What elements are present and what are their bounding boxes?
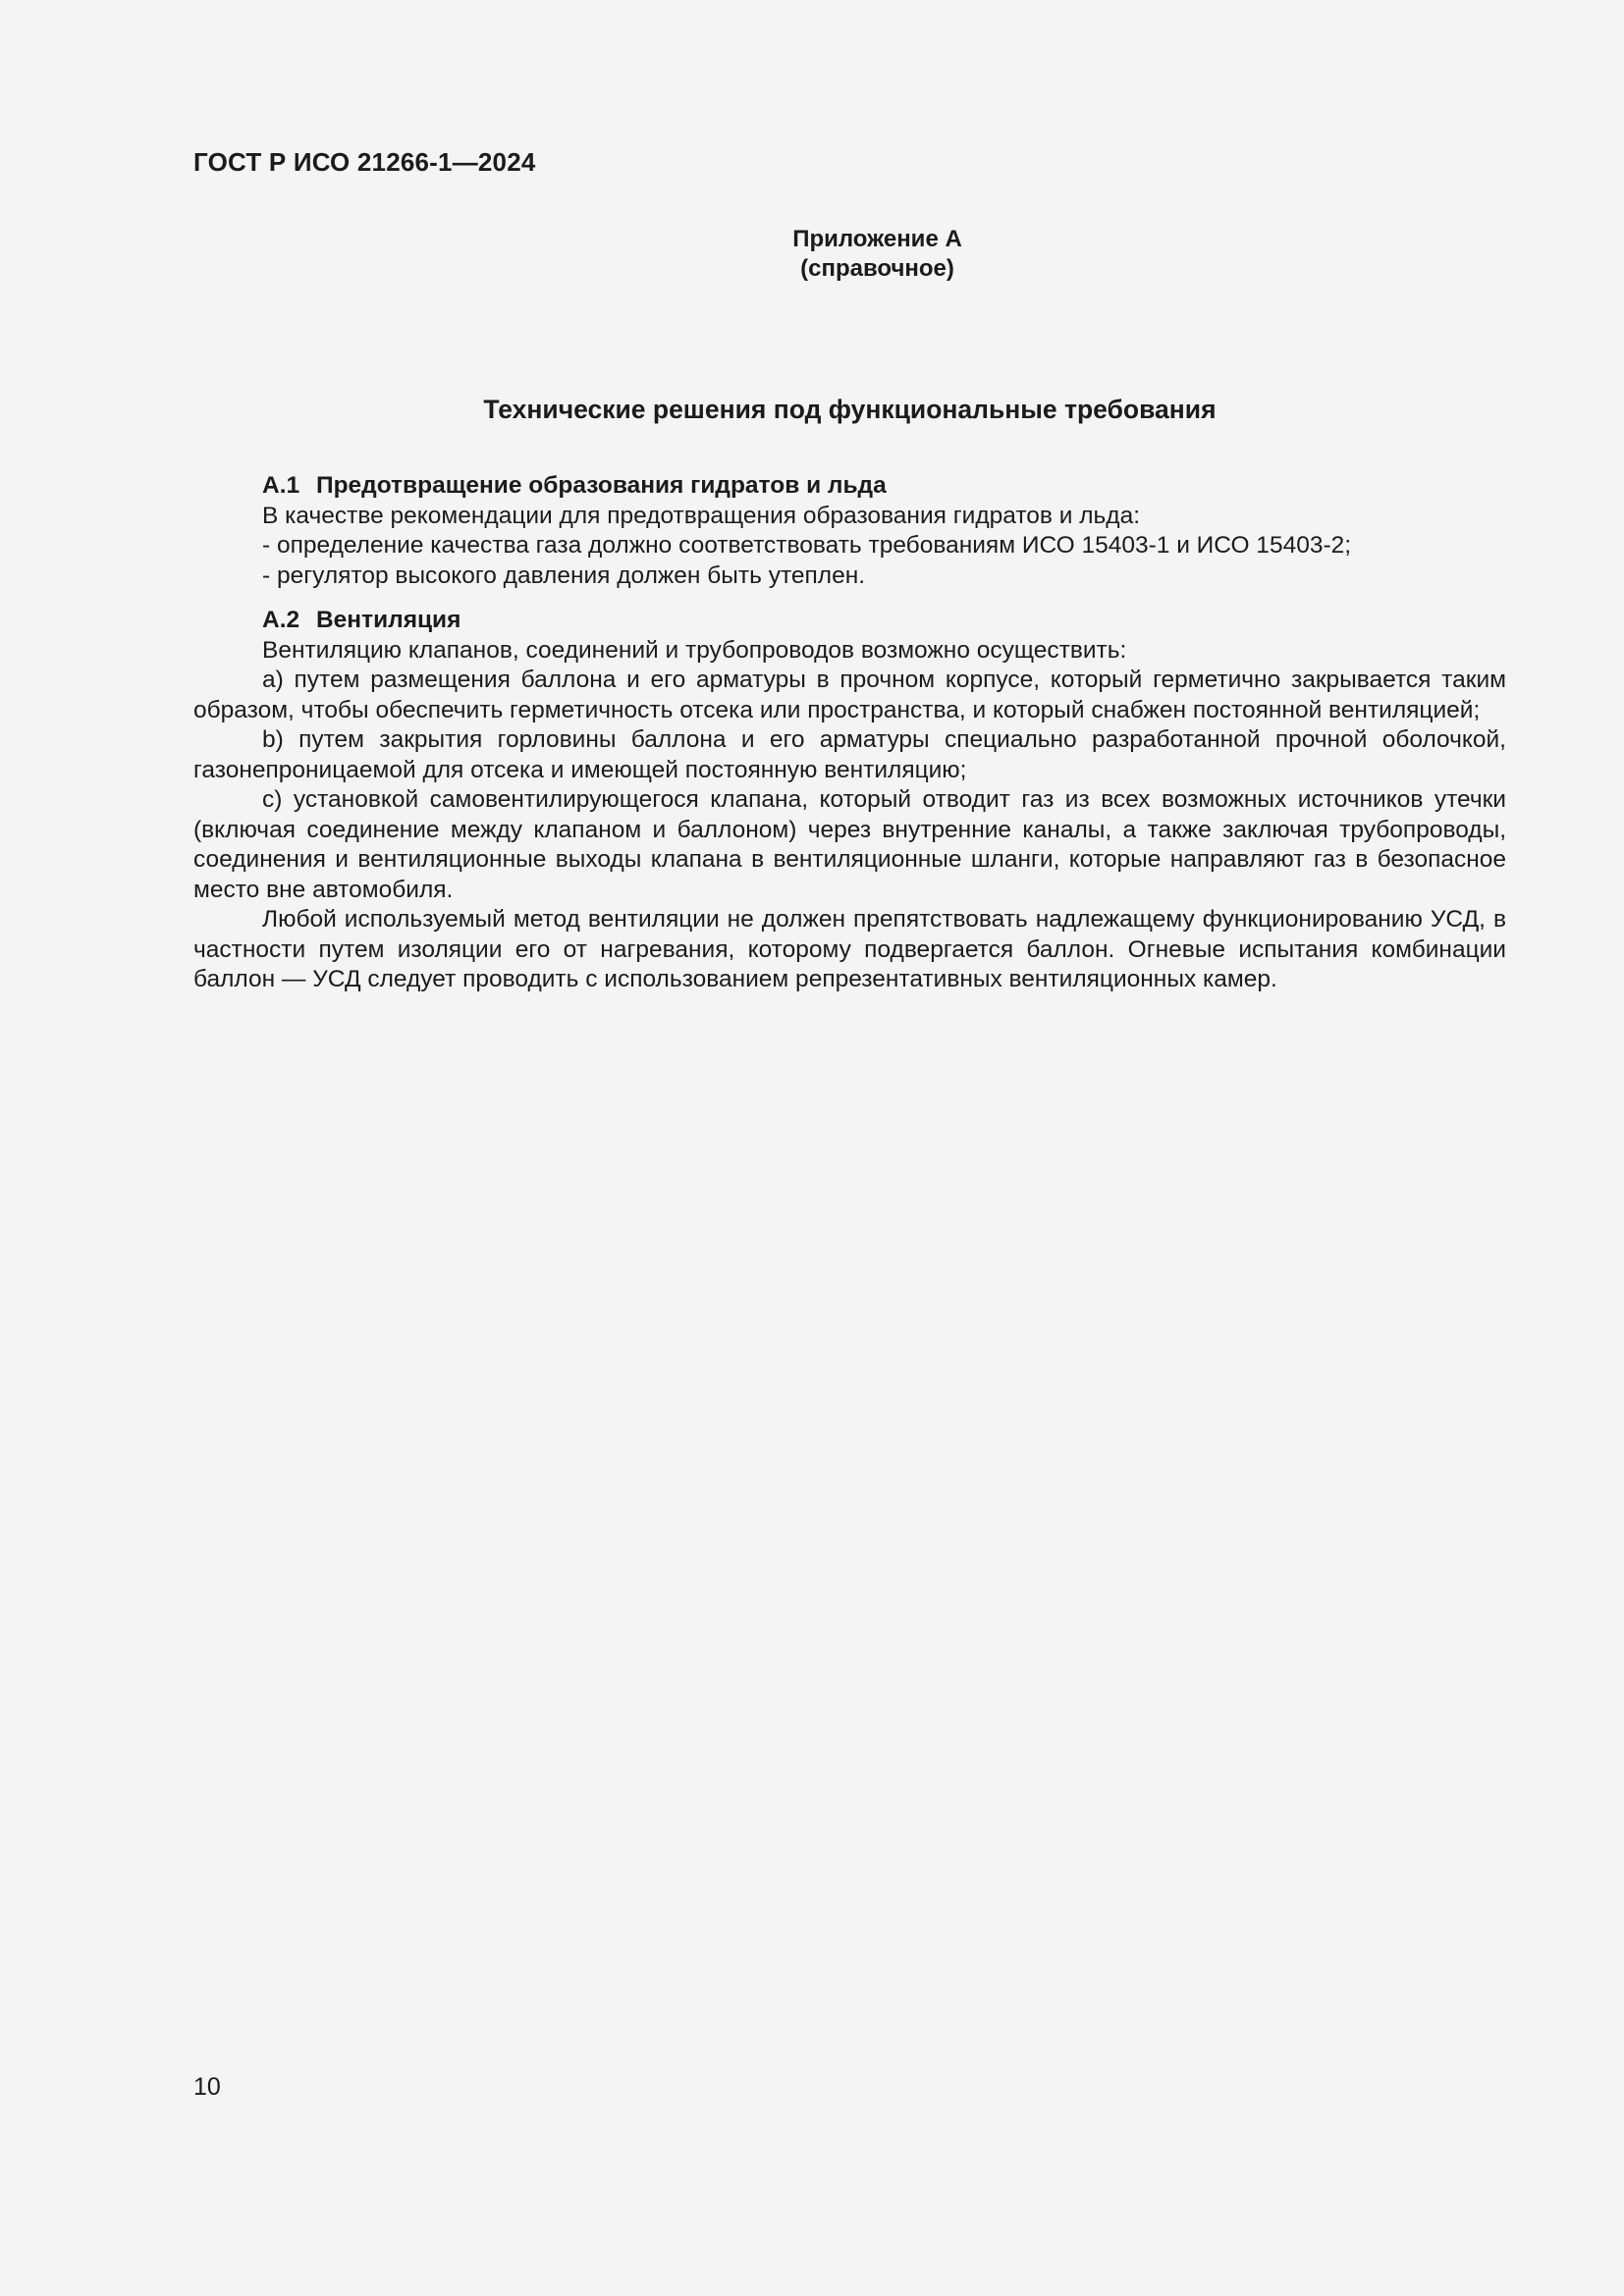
list-item: - определение качества газа должно соответствовать требованиям ИСО 15403-1 и ИСО 15403-2; bbox=[262, 532, 1352, 559]
section-number: А.2 bbox=[262, 607, 300, 633]
paragraph: Вентиляцию клапанов, соединений и трубопроводов возможно осуществить: bbox=[262, 636, 1127, 664]
paragraph: а) путем размещения баллона и его арматуры в прочном корпусе, который герметично закрывается таким образом, чтобы обеспечить герметичность отсека или пространства, и который снабжен постоянной вентиляцией; bbox=[193, 667, 1506, 723]
section-number: А.1 bbox=[262, 472, 300, 499]
appendix-heading bbox=[193, 225, 1506, 284]
document-body bbox=[193, 471, 1506, 995]
appendix-kind: (справочное) bbox=[800, 255, 954, 282]
section-title: Вентиляция bbox=[315, 607, 461, 633]
paragraph: Любой используемый метод вентиляции не должен препятствовать надлежащему функционированию УСД, в частности путем изоляции его от нагревания, которому подвергается баллон. Огневые испытания комбинации баллон — УСД следует проводить с использованием репрезентативных вентиляционных камер. bbox=[193, 906, 1506, 992]
section-heading-a1 bbox=[193, 471, 1506, 502]
page-number: 10 bbox=[193, 2073, 221, 2101]
appendix-label: Приложение А bbox=[792, 226, 962, 252]
appendix-title: Технические решения под функциональные требования bbox=[483, 395, 1217, 424]
document-code: ГОСТ Р ИСО 21266-1—2024 bbox=[193, 147, 536, 177]
list-item: - регулятор высокого давления должен быть утеплен. bbox=[262, 561, 866, 589]
paragraph: c) установкой самовентилирующегося клапана, который отводит газ из всех возможных источников утечки (включая соединение между клапаном и баллоном) через внутренние каналы, а также заключая трубопроводы, соединения и вентиляционные выходы клапана в вентиляционные шланги, которые направляют газ в безопасное место вне автомобиля. bbox=[193, 786, 1506, 903]
section-intro: В качестве рекомендации для предотвращения образования гидратов и льда: bbox=[262, 502, 1141, 529]
paragraph: b) путем закрытия горловины баллона и его арматуры специально разработанной прочной оболочкой, газонепроницаемой для отсека и имеющей постоянную вентиляцию; bbox=[193, 726, 1506, 783]
section-heading-a2 bbox=[193, 606, 1506, 636]
section-title: Предотвращение образования гидратов и льда bbox=[315, 472, 887, 499]
